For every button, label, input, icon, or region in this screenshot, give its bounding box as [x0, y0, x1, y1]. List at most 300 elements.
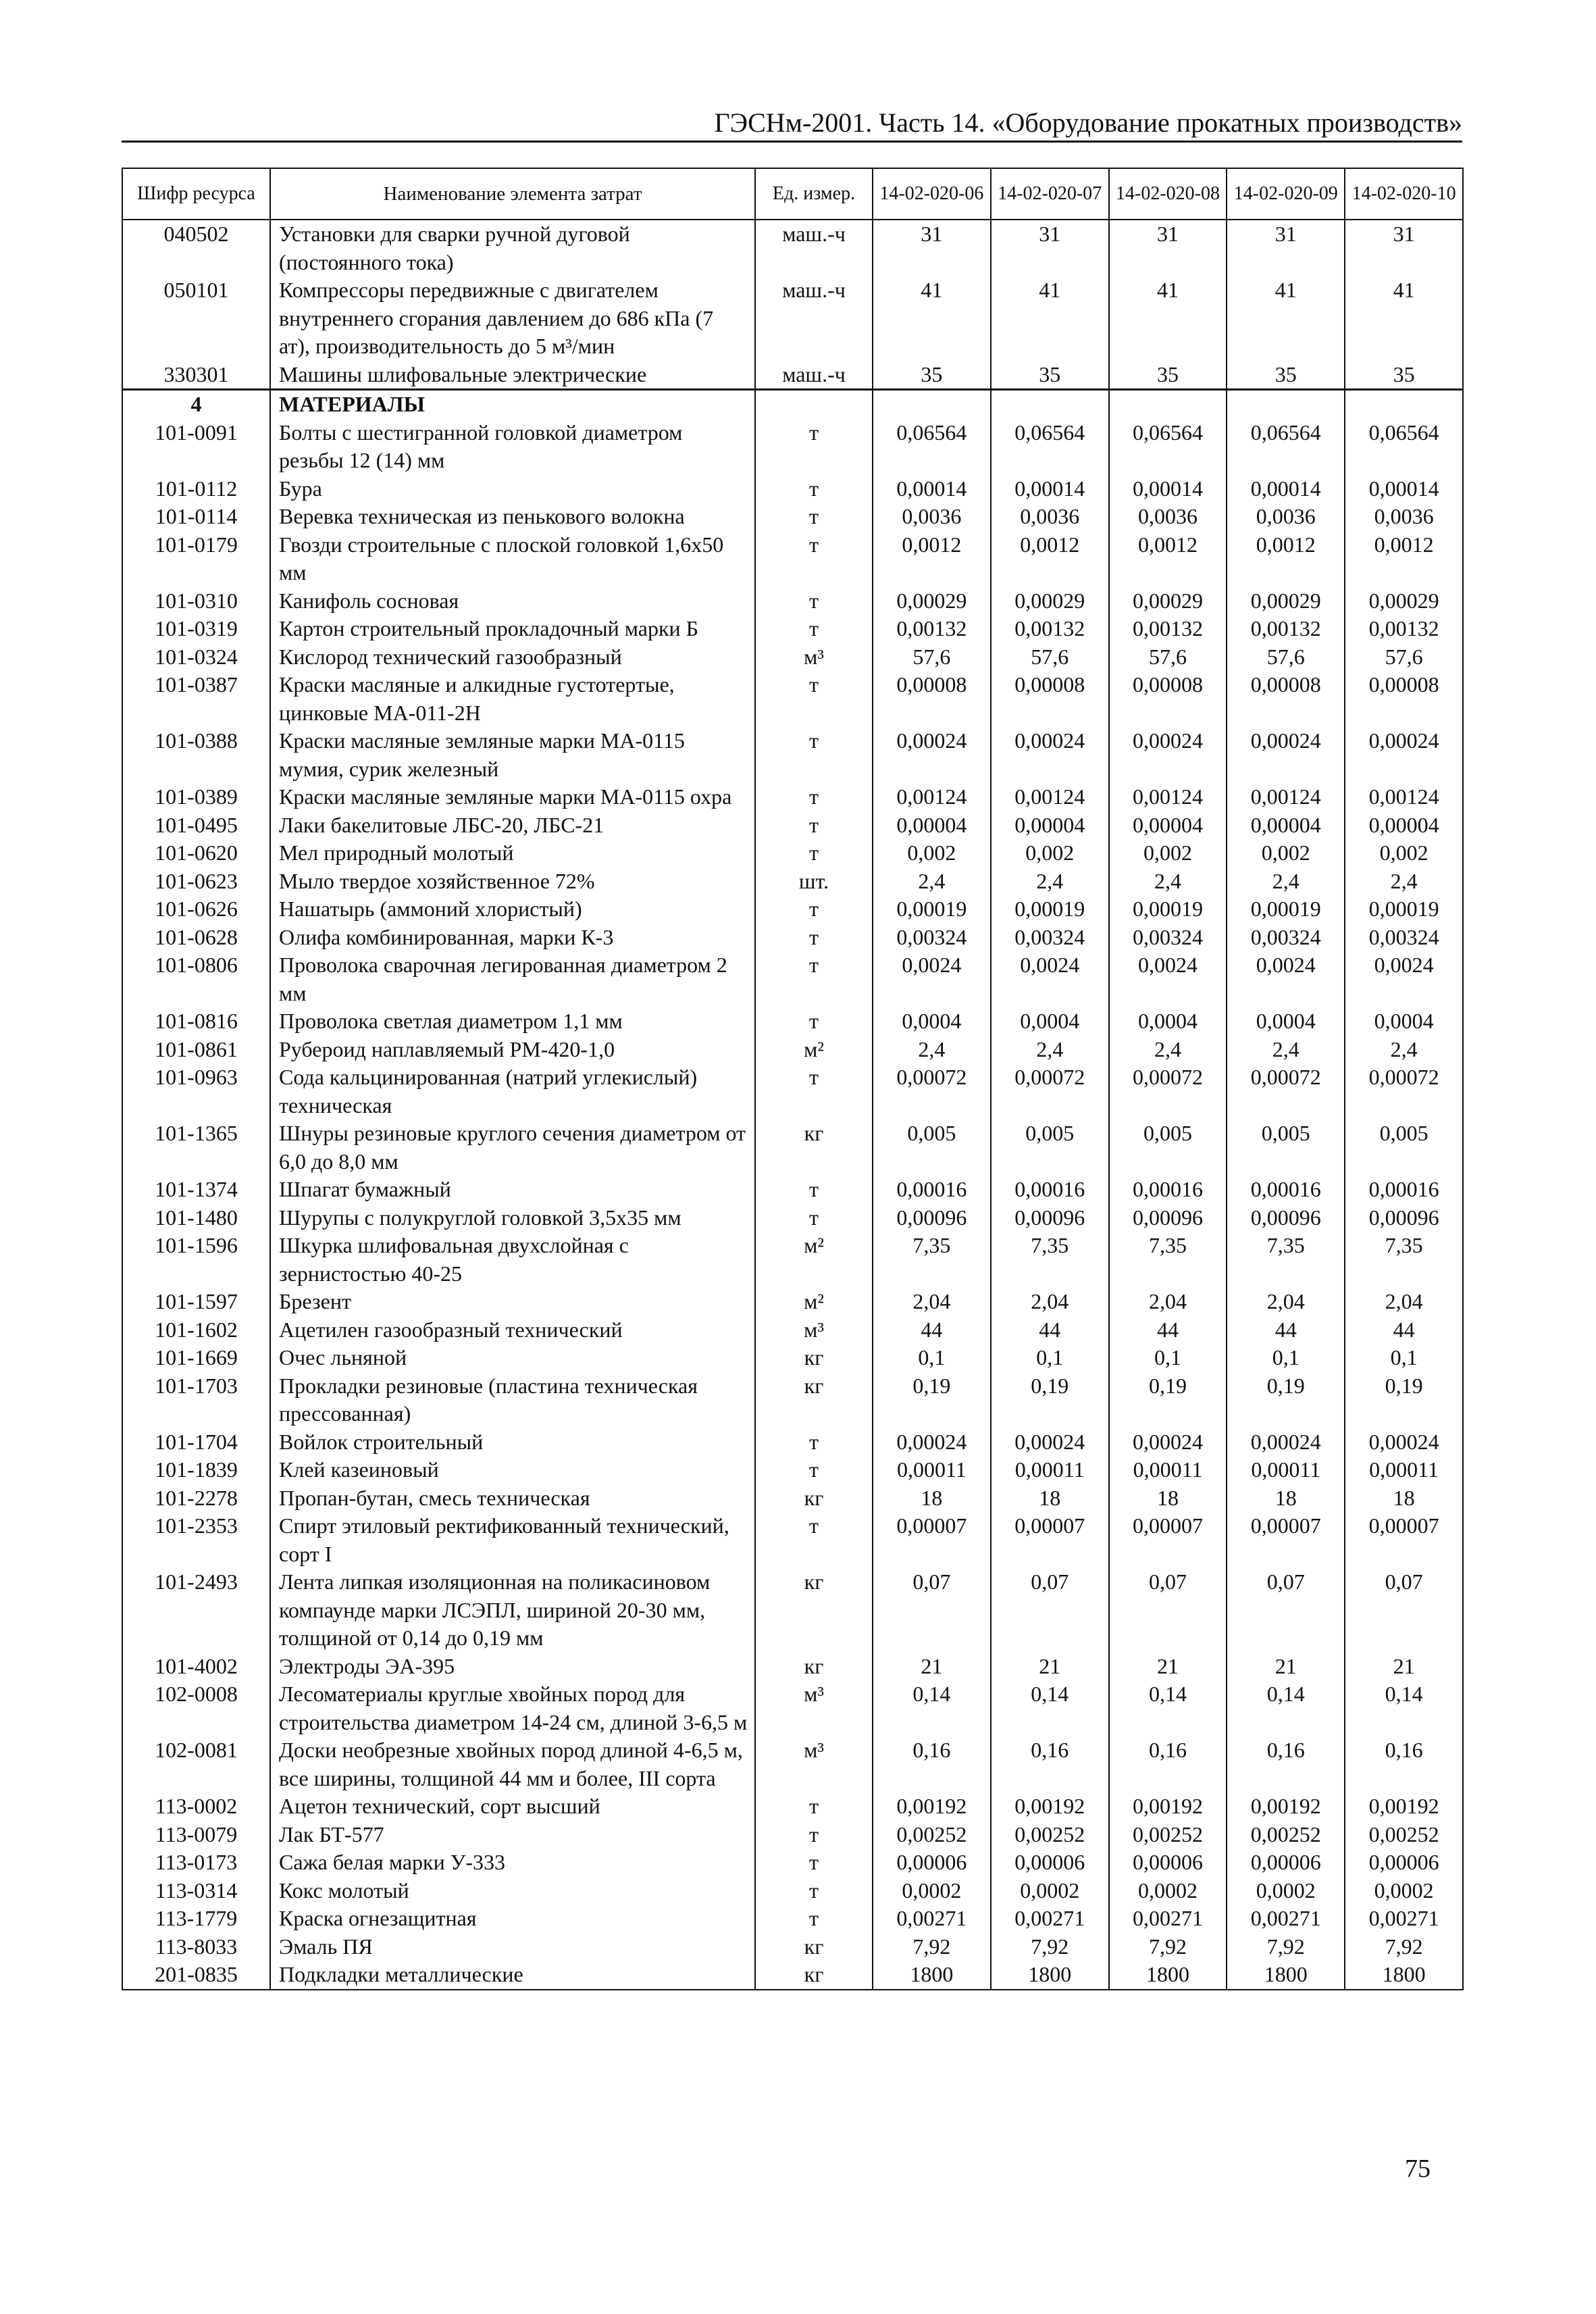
- cell-name: Рубероид наплавляемый РМ-420-1,0: [270, 1036, 755, 1064]
- cell-v3: 1800: [1109, 1961, 1227, 1990]
- cell-v3: 0,00014: [1109, 475, 1227, 503]
- cell-unit: маш.-ч: [755, 220, 873, 276]
- cell-v3: 0,0012: [1109, 531, 1227, 587]
- table-row: [122, 1512, 1463, 1568]
- cell-v2: 35: [991, 361, 1109, 390]
- cell-code: 102-0081: [122, 1736, 270, 1792]
- table-header-row: [122, 168, 1463, 220]
- cell-code: 101-0179: [122, 531, 270, 587]
- cell-v3: 0,00192: [1109, 1792, 1227, 1821]
- cell-v3: 0,0004: [1109, 1007, 1227, 1036]
- cell-v5: 0,0002: [1345, 1877, 1463, 1905]
- cell-code: 113-0173: [122, 1848, 270, 1877]
- cell-v2: 31: [991, 220, 1109, 276]
- section-row: [122, 390, 1463, 419]
- cell-v2: 0,19: [991, 1372, 1109, 1428]
- cell-v4: 0,00006: [1227, 1848, 1345, 1877]
- cell-v5: 0,00324: [1345, 924, 1463, 952]
- cell-name: Прокладки резиновые (пластина техническая прессованная): [270, 1372, 755, 1428]
- column-header-name: Наименование элемента затрат: [270, 168, 755, 220]
- table-row: [122, 1344, 1463, 1372]
- cell-name: Олифа комбинированная, марки К-3: [270, 924, 755, 952]
- cell-name: Гвозди строительные с плоской головкой 1,6x50 мм: [270, 531, 755, 587]
- cell-v2: 0,00096: [991, 1204, 1109, 1232]
- cell-v3: 0,1: [1109, 1344, 1227, 1372]
- cell-v5: [1345, 390, 1463, 419]
- cell-name: Установки для сварки ручной дуговой (постоянного тока): [270, 220, 755, 276]
- cell-v4: 0,0036: [1227, 503, 1345, 531]
- cell-v5: 0,00132: [1345, 615, 1463, 643]
- table-row: [122, 671, 1463, 727]
- cell-v5: 31: [1345, 220, 1463, 276]
- cell-name: Электроды ЭА-395: [270, 1653, 755, 1681]
- cell-v1: [873, 390, 991, 419]
- cell-unit: т: [755, 1063, 873, 1120]
- cell-v1: 0,00029: [873, 587, 991, 615]
- cell-v4: 0,00008: [1227, 671, 1345, 727]
- cell-v5: 41: [1345, 276, 1463, 361]
- cell-v1: 0,00324: [873, 924, 991, 952]
- cell-unit: маш.-ч: [755, 276, 873, 361]
- cell-v2: 7,92: [991, 1933, 1109, 1961]
- cell-v4: 0,0004: [1227, 1007, 1345, 1036]
- cell-v2: 0,00007: [991, 1512, 1109, 1568]
- cell-unit: т: [755, 895, 873, 924]
- cell-code: 113-0314: [122, 1877, 270, 1905]
- table-row: [122, 220, 1463, 276]
- cell-name: Войлок строительный: [270, 1428, 755, 1457]
- cell-code: 330301: [122, 361, 270, 390]
- table-row: [122, 1372, 1463, 1428]
- cell-v4: 44: [1227, 1316, 1345, 1344]
- cell-v1: 0,0012: [873, 531, 991, 587]
- table-row: [122, 1821, 1463, 1849]
- cell-v2: 0,00008: [991, 671, 1109, 727]
- cell-unit: шт.: [755, 867, 873, 896]
- cell-v3: 2,04: [1109, 1288, 1227, 1316]
- cell-unit: т: [755, 1512, 873, 1568]
- cell-unit: кг: [755, 1653, 873, 1681]
- cell-v5: 44: [1345, 1316, 1463, 1344]
- cell-v2: 0,0012: [991, 531, 1109, 587]
- cell-v1: 0,00011: [873, 1456, 991, 1484]
- cell-name: Ацетон технический, сорт высший: [270, 1792, 755, 1821]
- cell-v2: 0,00016: [991, 1176, 1109, 1204]
- cell-name: Нашатырь (аммоний хлористый): [270, 895, 755, 924]
- cell-code: 101-2278: [122, 1484, 270, 1513]
- cell-v1: 0,1: [873, 1344, 991, 1372]
- table-row: [122, 1792, 1463, 1821]
- cell-v4: 0,00096: [1227, 1204, 1345, 1232]
- cell-code: 113-1779: [122, 1905, 270, 1933]
- cell-v4: 7,35: [1227, 1232, 1345, 1288]
- cell-v4: 7,92: [1227, 1933, 1345, 1961]
- cell-v5: 0,00019: [1345, 895, 1463, 924]
- cell-v5: 21: [1345, 1653, 1463, 1681]
- cell-v5: 0,00014: [1345, 475, 1463, 503]
- cell-v4: 21: [1227, 1653, 1345, 1681]
- cell-v5: 0,00016: [1345, 1176, 1463, 1204]
- cell-v4: 0,00271: [1227, 1905, 1345, 1933]
- cell-name: Клей казеиновый: [270, 1456, 755, 1484]
- cell-v3: [1109, 390, 1227, 419]
- cell-code: 102-0008: [122, 1680, 270, 1736]
- table-row: [122, 1288, 1463, 1316]
- cell-code: 040502: [122, 220, 270, 276]
- column-header-v2: 14-02-020-07: [991, 168, 1109, 220]
- cell-v4: 0,00324: [1227, 924, 1345, 952]
- cell-v2: 0,002: [991, 839, 1109, 867]
- cell-name: Краски масляные и алкидные густотертые, цинковые МА-011-2Н: [270, 671, 755, 727]
- cell-code: 101-1480: [122, 1204, 270, 1232]
- cell-name: Кислород технический газообразный: [270, 643, 755, 672]
- cell-v5: 0,14: [1345, 1680, 1463, 1736]
- cell-name: Брезент: [270, 1288, 755, 1316]
- cell-unit: т: [755, 811, 873, 840]
- cell-v3: 0,00007: [1109, 1512, 1227, 1568]
- table-row: [122, 1484, 1463, 1513]
- cell-v2: 1800: [991, 1961, 1109, 1990]
- cell-v2: 41: [991, 276, 1109, 361]
- cell-code: 101-0495: [122, 811, 270, 840]
- cell-v3: 18: [1109, 1484, 1227, 1513]
- cell-v4: 0,00072: [1227, 1063, 1345, 1120]
- cell-code: 101-1365: [122, 1120, 270, 1176]
- cell-v3: 0,16: [1109, 1736, 1227, 1792]
- cell-v1: 0,00096: [873, 1204, 991, 1232]
- cell-name: Веревка техническая из пенькового волокна: [270, 503, 755, 531]
- cell-v4: 35: [1227, 361, 1345, 390]
- cell-unit: т: [755, 1204, 873, 1232]
- table-row: [122, 1905, 1463, 1933]
- cell-name: Пропан-бутан, смесь техническая: [270, 1484, 755, 1513]
- cell-unit: т: [755, 1456, 873, 1484]
- table-row: [122, 1063, 1463, 1120]
- cell-v4: 0,00014: [1227, 475, 1345, 503]
- cell-unit: кг: [755, 1933, 873, 1961]
- cell-v2: 0,00252: [991, 1821, 1109, 1849]
- cell-v4: 2,4: [1227, 867, 1345, 896]
- cell-unit: т: [755, 1428, 873, 1457]
- cell-v2: 0,14: [991, 1680, 1109, 1736]
- cell-v1: 0,00252: [873, 1821, 991, 1849]
- cell-v5: 0,00072: [1345, 1063, 1463, 1120]
- cell-v5: 0,16: [1345, 1736, 1463, 1792]
- cell-unit: кг: [755, 1568, 873, 1653]
- cell-v3: 57,6: [1109, 643, 1227, 672]
- cell-v5: 18: [1345, 1484, 1463, 1513]
- table-row: [122, 1120, 1463, 1176]
- cell-v1: 0,00004: [873, 811, 991, 840]
- cell-v4: 41: [1227, 276, 1345, 361]
- cell-v2: 2,4: [991, 867, 1109, 896]
- cell-v3: 0,00124: [1109, 783, 1227, 811]
- cell-v5: 0,0004: [1345, 1007, 1463, 1036]
- cell-v5: 0,002: [1345, 839, 1463, 867]
- cell-v2: 18: [991, 1484, 1109, 1513]
- cell-code: 101-0114: [122, 503, 270, 531]
- cell-v5: 0,00192: [1345, 1792, 1463, 1821]
- cell-v3: 7,92: [1109, 1933, 1227, 1961]
- table-row: [122, 1428, 1463, 1457]
- cell-name: Болты с шестигранной головкой диаметром резьбы 12 (14) мм: [270, 419, 755, 475]
- cell-code: 101-0963: [122, 1063, 270, 1120]
- cell-unit: [755, 390, 873, 419]
- column-header-v4: 14-02-020-09: [1227, 168, 1345, 220]
- cell-v3: 0,00008: [1109, 671, 1227, 727]
- cell-v3: 7,35: [1109, 1232, 1227, 1288]
- cell-v2: 2,04: [991, 1288, 1109, 1316]
- cell-v3: 0,00024: [1109, 1428, 1227, 1457]
- cell-code: 101-2353: [122, 1512, 270, 1568]
- table-row: [122, 361, 1463, 390]
- cell-code: 101-0806: [122, 951, 270, 1007]
- cell-name: Кокс молотый: [270, 1877, 755, 1905]
- cell-v4: 31: [1227, 220, 1345, 276]
- cell-code: 101-1597: [122, 1288, 270, 1316]
- cell-v1: 44: [873, 1316, 991, 1344]
- table-row: [122, 1232, 1463, 1288]
- table-row: [122, 895, 1463, 924]
- cell-v5: 0,07: [1345, 1568, 1463, 1653]
- cell-v5: 0,1: [1345, 1344, 1463, 1372]
- cell-name: Лак БТ-577: [270, 1821, 755, 1849]
- cell-v3: 0,005: [1109, 1120, 1227, 1176]
- cell-name: Шнуры резиновые круглого сечения диаметром от 6,0 до 8,0 мм: [270, 1120, 755, 1176]
- column-header-unit: Ед. измер.: [755, 168, 873, 220]
- cell-name: Шурупы с полукруглой головкой 3,5x35 мм: [270, 1204, 755, 1232]
- cell-name: Лента липкая изоляционная на поликасиновом компаунде марки ЛСЭПЛ, шириной 20-30 мм, толщиной от 0,14 до 0,19 мм: [270, 1568, 755, 1653]
- cell-v2: 0,00004: [991, 811, 1109, 840]
- cell-v4: 0,00011: [1227, 1456, 1345, 1484]
- page-header: ГЭСНм-2001. Часть 14. «Оборудование прокатных производств»: [714, 107, 1462, 138]
- cell-v2: 0,0036: [991, 503, 1109, 531]
- cell-unit: т: [755, 1792, 873, 1821]
- cell-v2: 0,00019: [991, 895, 1109, 924]
- cell-v5: 0,00271: [1345, 1905, 1463, 1933]
- cell-unit: кг: [755, 1372, 873, 1428]
- cell-code: 101-0091: [122, 419, 270, 475]
- cell-v1: 0,0004: [873, 1007, 991, 1036]
- cell-v2: 0,0024: [991, 951, 1109, 1007]
- page-number: 75: [1405, 2155, 1431, 2183]
- cell-name: Спирт этиловый ректификованный технический, сорт I: [270, 1512, 755, 1568]
- cell-v2: 0,0002: [991, 1877, 1109, 1905]
- cell-v4: 0,00192: [1227, 1792, 1345, 1821]
- cell-v1: 0,00132: [873, 615, 991, 643]
- cell-v1: 31: [873, 220, 991, 276]
- cell-v4: 18: [1227, 1484, 1345, 1513]
- cell-v5: 0,06564: [1345, 419, 1463, 475]
- cell-v4: 0,14: [1227, 1680, 1345, 1736]
- cell-v3: 41: [1109, 276, 1227, 361]
- cell-v4: 0,00007: [1227, 1512, 1345, 1568]
- cell-unit: т: [755, 951, 873, 1007]
- cell-v4: 2,04: [1227, 1288, 1345, 1316]
- cell-unit: м³: [755, 1736, 873, 1792]
- table-row: [122, 1680, 1463, 1736]
- cell-v3: 2,4: [1109, 867, 1227, 896]
- cell-v1: 0,005: [873, 1120, 991, 1176]
- cell-v4: 1800: [1227, 1961, 1345, 1990]
- cell-v2: 2,4: [991, 1036, 1109, 1064]
- cell-name: Канифоль сосновая: [270, 587, 755, 615]
- cell-v2: 0,00029: [991, 587, 1109, 615]
- cell-unit: т: [755, 531, 873, 587]
- cell-v5: 0,00024: [1345, 1428, 1463, 1457]
- cell-v4: 0,00029: [1227, 587, 1345, 615]
- cell-v2: 0,00024: [991, 1428, 1109, 1457]
- cell-unit: т: [755, 1905, 873, 1933]
- cell-v1: 0,0002: [873, 1877, 991, 1905]
- table-row: [122, 276, 1463, 361]
- cell-unit: т: [755, 1848, 873, 1877]
- cell-v4: 0,00004: [1227, 811, 1345, 840]
- cell-v5: 0,00124: [1345, 783, 1463, 811]
- table-row: [122, 1204, 1463, 1232]
- cell-v1: 18: [873, 1484, 991, 1513]
- cell-name: Мел природный молотый: [270, 839, 755, 867]
- cell-v3: 0,0024: [1109, 951, 1227, 1007]
- cell-name: Шкурка шлифовальная двухслойная с зернистостью 40-25: [270, 1232, 755, 1288]
- cell-v1: 0,00008: [873, 671, 991, 727]
- table-row: [122, 839, 1463, 867]
- cell-v2: 0,00124: [991, 783, 1109, 811]
- cell-v3: 31: [1109, 220, 1227, 276]
- column-header-v5: 14-02-020-10: [1345, 168, 1463, 220]
- table-row: [122, 1456, 1463, 1484]
- cell-v5: 0,19: [1345, 1372, 1463, 1428]
- cell-name: Компрессоры передвижные с двигателем внутреннего сгорания давлением до 686 кПа (7 ат), производительность до 5 м³/мин: [270, 276, 755, 361]
- cell-v5: 0,00029: [1345, 587, 1463, 615]
- table-row: [122, 587, 1463, 615]
- cell-v4: 0,00019: [1227, 895, 1345, 924]
- cell-v4: 0,00024: [1227, 1428, 1345, 1457]
- cell-v4: 2,4: [1227, 1036, 1345, 1064]
- cell-code: 113-0079: [122, 1821, 270, 1849]
- table-row: [122, 1036, 1463, 1064]
- header-rule: [122, 141, 1462, 143]
- norms-table: [122, 168, 1464, 1990]
- cell-v2: 21: [991, 1653, 1109, 1681]
- cell-v5: 57,6: [1345, 643, 1463, 672]
- cell-code: 101-1374: [122, 1176, 270, 1204]
- cell-v4: 0,0002: [1227, 1877, 1345, 1905]
- cell-v1: 41: [873, 276, 991, 361]
- cell-code: 101-0620: [122, 839, 270, 867]
- cell-v2: 0,00024: [991, 727, 1109, 783]
- cell-v2: 7,35: [991, 1232, 1109, 1288]
- cell-unit: м³: [755, 643, 873, 672]
- cell-v1: 0,00271: [873, 1905, 991, 1933]
- cell-name: МАТЕРИАЛЫ: [270, 390, 755, 419]
- cell-v4: [1227, 390, 1345, 419]
- table-row: [122, 531, 1463, 587]
- cell-code: 101-0387: [122, 671, 270, 727]
- cell-v3: 0,00096: [1109, 1204, 1227, 1232]
- cell-v4: 0,16: [1227, 1736, 1345, 1792]
- cell-v5: 0,00024: [1345, 727, 1463, 783]
- cell-v2: 0,07: [991, 1568, 1109, 1653]
- cell-v5: 35: [1345, 361, 1463, 390]
- cell-v5: 2,4: [1345, 1036, 1463, 1064]
- cell-v3: 0,00252: [1109, 1821, 1227, 1849]
- cell-unit: т: [755, 615, 873, 643]
- cell-v1: 0,00019: [873, 895, 991, 924]
- cell-v1: 0,14: [873, 1680, 991, 1736]
- cell-v2: 0,00192: [991, 1792, 1109, 1821]
- cell-v3: 0,00132: [1109, 615, 1227, 643]
- cell-unit: м²: [755, 1036, 873, 1064]
- cell-unit: кг: [755, 1344, 873, 1372]
- table-row: [122, 727, 1463, 783]
- cell-v4: 0,002: [1227, 839, 1345, 867]
- cell-v1: 7,35: [873, 1232, 991, 1288]
- cell-v3: 44: [1109, 1316, 1227, 1344]
- cell-v1: 7,92: [873, 1933, 991, 1961]
- table-row: [122, 1736, 1463, 1792]
- cell-name: Мыло твердое хозяйственное 72%: [270, 867, 755, 896]
- cell-v3: 0,00006: [1109, 1848, 1227, 1877]
- cell-v3: 0,14: [1109, 1680, 1227, 1736]
- cell-v2: 0,00072: [991, 1063, 1109, 1120]
- cell-code: 113-0002: [122, 1792, 270, 1821]
- cell-code: 101-0310: [122, 587, 270, 615]
- cell-code: 4: [122, 390, 270, 419]
- cell-v2: 0,0004: [991, 1007, 1109, 1036]
- cell-v2: [991, 390, 1109, 419]
- cell-unit: т: [755, 671, 873, 727]
- cell-v5: 0,0024: [1345, 951, 1463, 1007]
- table-row: [122, 1176, 1463, 1204]
- cell-v1: 0,0024: [873, 951, 991, 1007]
- cell-v3: 0,19: [1109, 1372, 1227, 1428]
- cell-name: Краски масляные земляные марки МА-0115 мумия, сурик железный: [270, 727, 755, 783]
- cell-unit: т: [755, 503, 873, 531]
- cell-v1: 2,4: [873, 1036, 991, 1064]
- cell-unit: м³: [755, 1680, 873, 1736]
- cell-code: 113-8033: [122, 1933, 270, 1961]
- cell-v2: 44: [991, 1316, 1109, 1344]
- cell-v1: 2,04: [873, 1288, 991, 1316]
- cell-v1: 0,16: [873, 1736, 991, 1792]
- cell-code: 050101: [122, 276, 270, 361]
- cell-name: Ацетилен газообразный технический: [270, 1316, 755, 1344]
- cell-name: Краска огнезащитная: [270, 1905, 755, 1933]
- cell-unit: т: [755, 783, 873, 811]
- cell-code: 101-0816: [122, 1007, 270, 1036]
- cell-v1: 21: [873, 1653, 991, 1681]
- cell-code: 101-0388: [122, 727, 270, 783]
- cell-v3: 21: [1109, 1653, 1227, 1681]
- cell-v3: 0,00011: [1109, 1456, 1227, 1484]
- cell-v1: 1800: [873, 1961, 991, 1990]
- cell-code: 101-2493: [122, 1568, 270, 1653]
- cell-code: 101-0389: [122, 783, 270, 811]
- cell-v3: 0,00004: [1109, 811, 1227, 840]
- table-row: [122, 1316, 1463, 1344]
- cell-v3: 0,00271: [1109, 1905, 1227, 1933]
- cell-v2: 57,6: [991, 643, 1109, 672]
- cell-code: 101-0626: [122, 895, 270, 924]
- cell-v5: 0,00008: [1345, 671, 1463, 727]
- cell-v5: 0,00252: [1345, 1821, 1463, 1849]
- table-row: [122, 951, 1463, 1007]
- cell-v2: 0,00271: [991, 1905, 1109, 1933]
- cell-unit: т: [755, 924, 873, 952]
- cell-name: Эмаль ПЯ: [270, 1933, 755, 1961]
- table-row: [122, 1933, 1463, 1961]
